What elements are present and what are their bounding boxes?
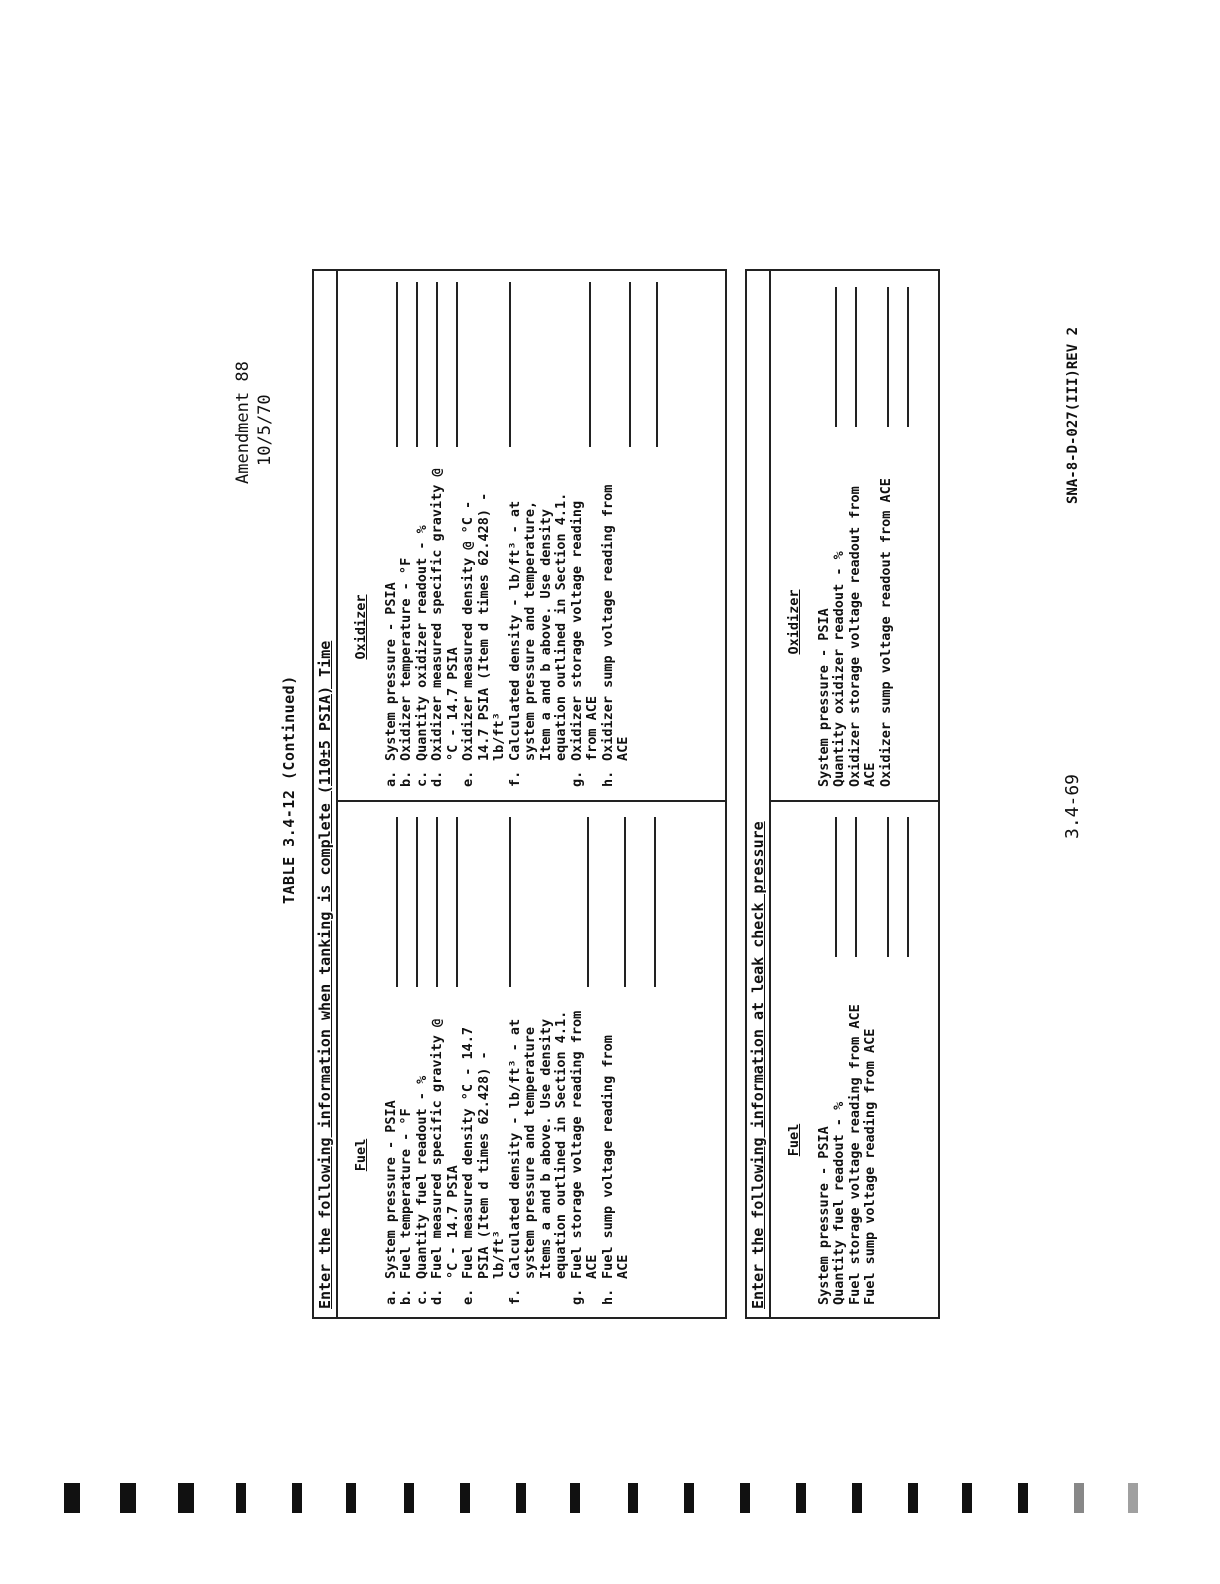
fuel-item-text: System pressure - PSIA (382, 1100, 399, 1279)
s2-fuel-item-text: Fuel sump voltage reading from ACE (862, 1028, 878, 1305)
fuel-blank-f (587, 817, 589, 987)
fuel-item-text: Fuel measured density °C - 14.7 PSIA (Item d times 62.428) - lb/ft³ (460, 1027, 507, 1279)
ox-blank-h (656, 282, 658, 447)
s2-oxidizer-item-text: Oxidizer storage voltage readout from ACE (846, 486, 878, 787)
oxidizer-item-text: Oxidizer storage voltage reading from ACE (568, 500, 600, 761)
fuel-item (415, 1005, 431, 1305)
s2-ox-blank-3 (887, 287, 889, 427)
s2-fuel-blank-4 (907, 817, 909, 957)
fuel-blank-g (624, 817, 626, 987)
fuel-item-letter: f. (506, 1288, 523, 1305)
s2-fuel-item (817, 975, 833, 1305)
fuel-item-letter: a. (382, 1288, 399, 1305)
oxidizer-item (601, 467, 632, 787)
fuel-item-text: Calculated density - lb/ft³ - at system pressure and temperature Items a and b above. Use density equation outlined in Section 4.1. (506, 1010, 569, 1279)
oxidizer-item-letter: a. (382, 770, 399, 787)
page-number: 3.4-69 (1062, 773, 1083, 839)
fuel-item-text: Fuel temperature - °F (398, 1108, 414, 1279)
fuel-item (508, 1005, 570, 1305)
s2-fuel-item-text: System pressure - PSIA (815, 1126, 832, 1305)
section1-table (312, 269, 727, 1319)
fuel-item-letter: d. (429, 1288, 445, 1305)
oxidizer-item-text: Quantity oxidizer readout - % (413, 525, 430, 761)
oxidizer-item-text: Oxidizer sump voltage reading from ACE (599, 484, 631, 761)
s2-oxidizer-item (832, 457, 848, 787)
amendment-block (232, 361, 276, 484)
s2-oxidizer-item (879, 457, 895, 787)
ox-blank-e (509, 282, 511, 447)
section1-fuel-column (354, 1005, 632, 1305)
s2-fuel-item-text: Fuel storage voltage reading from ACE (846, 1004, 863, 1305)
amendment-date: 10/5/70 (255, 394, 275, 466)
oxidizer-item-text: System pressure - PSIA (382, 582, 399, 761)
s2-oxidizer-item-text: Quantity oxidizer readout - % (831, 551, 847, 787)
s2-fuel-item-text: Quantity fuel readout - % (831, 1101, 847, 1305)
fuel-item-text: Fuel storage voltage reading from ACE (568, 1010, 600, 1279)
oxidizer-item-text: Oxidizer measured specific gravity @ °C - 14.7 PSIA (429, 468, 461, 761)
s2-fuel-blank-2 (855, 817, 857, 957)
ox-blank-g (629, 282, 631, 447)
ox-blank-f (589, 282, 591, 447)
oxidizer-item-letter: b. (398, 770, 414, 787)
s2-oxidizer-item-text: System pressure - PSIA (815, 608, 832, 787)
fuel-item-letter: c. (413, 1288, 430, 1305)
section1-divider (336, 800, 725, 802)
s2-fuel-item (848, 975, 864, 1305)
oxidizer-item (570, 467, 601, 787)
oxidizer-item-text: Oxidizer temperature - °F (398, 557, 414, 761)
s2-ox-blank-4 (907, 287, 909, 427)
section1-title: Enter the following information when tanking is complete (110±5 PSIA) Time (316, 640, 334, 1309)
amendment-label: Amendment 88 (233, 361, 253, 484)
s2-fuel-item (832, 975, 848, 1305)
fuel-item-letter: h. (599, 1288, 616, 1305)
oxidizer-item (461, 467, 508, 787)
fuel-item-text: Fuel measured specific gravity @ °C - 14.7 PSIA (429, 1018, 461, 1279)
fuel-blank-c (436, 817, 438, 987)
section2-oxidizer-column (787, 457, 894, 787)
fuel-blank-h (654, 817, 656, 987)
fuel-item (430, 1005, 461, 1305)
table-title: TABLE 3.4-12 (Continued) (280, 675, 298, 904)
s2-fuel-heading: Fuel (786, 1123, 802, 1157)
fuel-item (601, 1005, 632, 1305)
oxidizer-item (508, 467, 570, 787)
oxidizer-item-text: Oxidizer measured density @ °C - 14.7 PSIA (Item d times 62.428) - lb/ft³ (460, 492, 507, 761)
section2-divider (769, 800, 938, 802)
fuel-blank-b (416, 817, 418, 987)
fuel-blank-a (396, 817, 398, 987)
ox-blank-b (416, 282, 418, 447)
ox-blank-a (396, 282, 398, 447)
section2-title: Enter the following information at leak check pressure (749, 821, 767, 1309)
oxidizer-item-letter: h. (599, 770, 616, 787)
oxidizer-item-letter: c. (413, 770, 430, 787)
fuel-item-text: Quantity fuel readout - % (413, 1075, 430, 1279)
s2-fuel-blank-3 (887, 817, 889, 957)
fuel-heading: Fuel (353, 1138, 369, 1172)
oxidizer-item (399, 467, 415, 787)
document-id: SNA-8-D-027(III)REV 2 (1065, 326, 1081, 504)
s2-fuel-item (863, 975, 879, 1305)
section1-oxidizer-column (354, 467, 632, 787)
ox-blank-c (436, 282, 438, 447)
s2-oxidizer-heading: Oxidizer (786, 589, 802, 655)
s2-oxidizer-item (817, 457, 833, 787)
s2-fuel-blank-1 (835, 817, 837, 957)
oxidizer-item-letter: f. (506, 770, 523, 787)
s2-oxidizer-item (848, 457, 879, 787)
s2-ox-blank-1 (835, 287, 837, 427)
oxidizer-item (415, 467, 431, 787)
oxidizer-item (430, 467, 461, 787)
section2-fuel-column (787, 975, 879, 1305)
fuel-item (461, 1005, 508, 1305)
ox-blank-d (456, 282, 458, 447)
s2-ox-blank-2 (855, 287, 857, 427)
oxidizer-item-letter: d. (429, 770, 445, 787)
oxidizer-item-letter: e. (460, 770, 476, 787)
fuel-item-letter: g. (568, 1288, 585, 1305)
fuel-item-letter: b. (398, 1288, 414, 1305)
fuel-item (570, 1005, 601, 1305)
s2-oxidizer-item-text: Oxidizer sump voltage readout from ACE (877, 478, 894, 787)
oxidizer-item (384, 467, 400, 787)
section2-table (745, 269, 940, 1319)
fuel-item-letter: e. (460, 1288, 476, 1305)
oxidizer-heading: Oxidizer (353, 594, 369, 660)
fuel-item (384, 1005, 400, 1305)
fuel-item (399, 1005, 415, 1305)
fuel-item-text: Fuel sump voltage reading from ACE (599, 1035, 631, 1279)
fuel-blank-d (456, 817, 458, 987)
fuel-blank-e (509, 817, 511, 987)
oxidizer-item-text: Calculated density - lb/ft³ - at system pressure and temperature, Item a and b above. Use density equation outlined in Section 4.1. (506, 492, 569, 761)
oxidizer-item-letter: g. (568, 770, 585, 787)
